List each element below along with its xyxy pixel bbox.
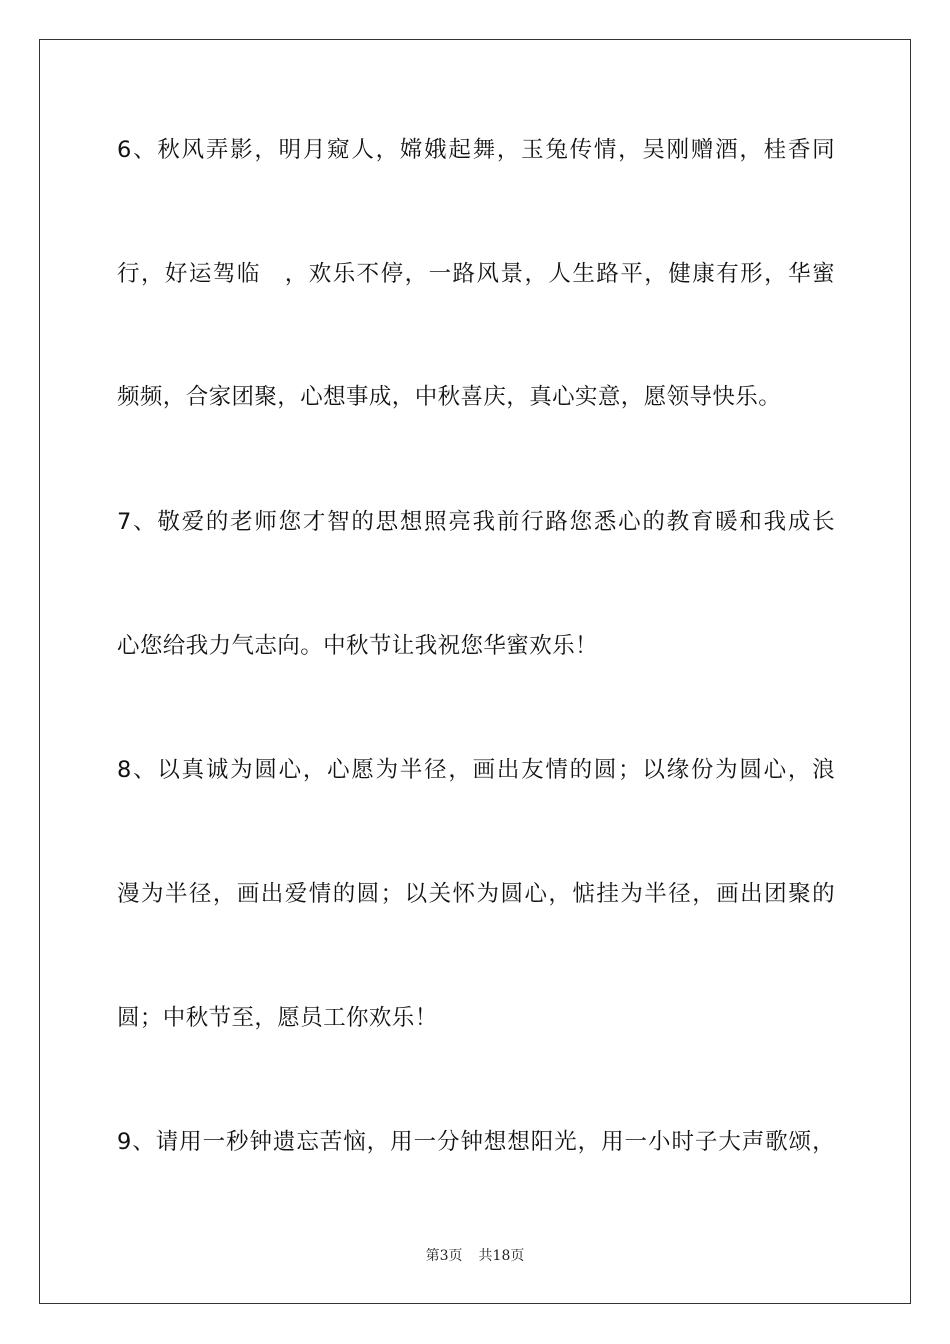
- paragraph-line: 9、请用一秒钟遗忘苦恼，用一分钟想想阳光，用一小时子大声歌颂，: [117, 1129, 835, 1155]
- paragraph-line: 7、敬爱的老师您才智的思想照亮我前行路您悉心的教育暖和我成长: [117, 509, 835, 535]
- paragraph-line: 漫为半径，画出爱情的圆；以关怀为圆心，惦挂为半径，画出团聚的: [117, 881, 835, 907]
- paragraph-line: 行，好运驾临 ，欢乐不停，一路风景，人生路平，健康有形，华蜜: [117, 261, 835, 287]
- paragraph-line: 圆；中秋节至，愿员工你欢乐！: [117, 1005, 438, 1031]
- total-pages: 共18页: [478, 1248, 525, 1264]
- paragraph-line: 6、秋风弄影，明月窥人，嫦娥起舞，玉兔传情，吴刚赠酒，桂香同: [117, 137, 835, 163]
- paragraph-line: 心您给我力气志向。中秋节让我祝您华蜜欢乐！: [117, 633, 598, 659]
- page-border: [39, 39, 911, 1304]
- page-number: 第3页: [425, 1248, 463, 1264]
- page-footer: [0, 1246, 950, 1266]
- paragraph-line: 频频，合家团聚，心想事成，中秋喜庆，真心实意，愿领导快乐。: [117, 384, 782, 410]
- paragraph-line: 8、以真诚为圆心，心愿为半径，画出友情的圆；以缘份为圆心，浪: [117, 757, 835, 783]
